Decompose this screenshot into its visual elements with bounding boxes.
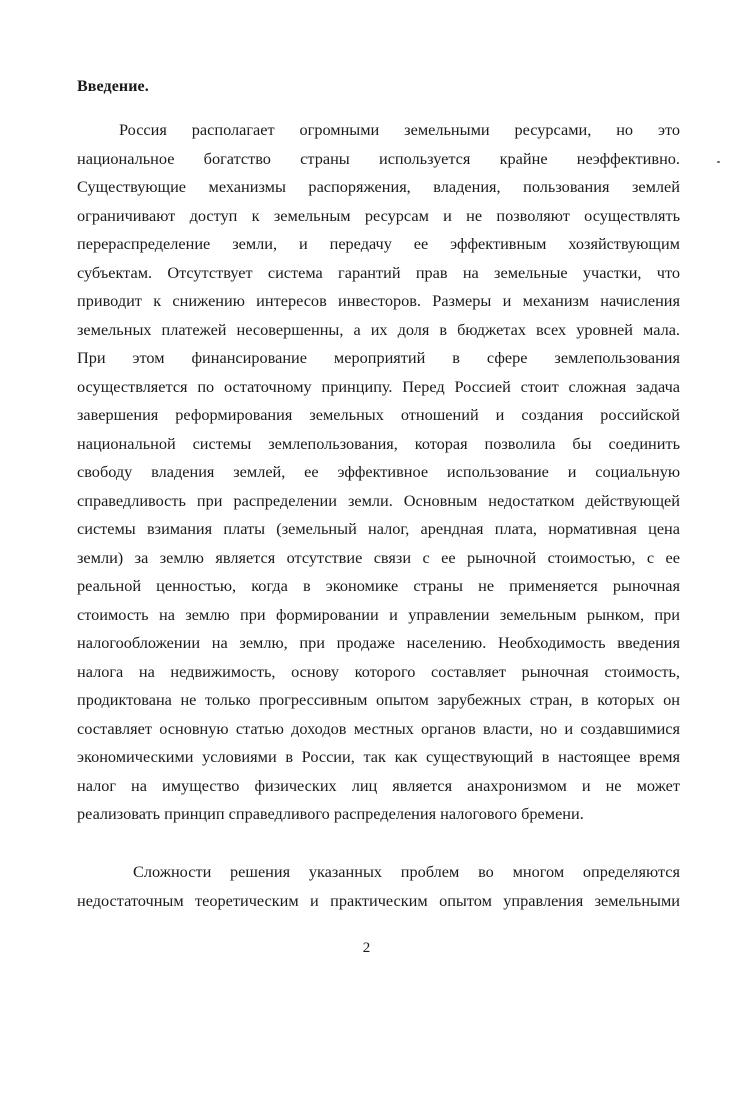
text-line: земли) за землю является отсутствие связи с ее рыночной стоимостью, с ее xyxy=(77,547,680,567)
paragraph-introduction xyxy=(77,116,680,829)
page-number: 2 xyxy=(362,940,371,956)
text-line: осуществляется по остаточному принципу. Перед Россией стоит сложная задача xyxy=(77,376,680,396)
text-line: реализовать принцип справедливого распределения налогового бремени. xyxy=(77,804,584,823)
text-line: земельных платежей несовершенны, а их доля в бюджетах всех уровней мала. xyxy=(77,319,680,339)
text-line: субъектам. Отсутствует система гарантий прав на земельные участки, что xyxy=(77,262,680,282)
text-line: Существующие механизмы распоряжения, владения, пользования землей xyxy=(77,177,680,196)
section-heading: Введение. xyxy=(77,78,149,95)
text-line: составляет основную статью доходов местных органов власти, но и создавшимися xyxy=(77,718,680,738)
text-line: недостаточным теоретическим и практическим опытом управления земельными xyxy=(77,890,680,910)
text-line: налогообложении на землю, при продаже населению. Необходимость введения xyxy=(77,633,680,652)
text-line: свободу владения землей, ее эффективное использование и социальную xyxy=(77,462,680,481)
text-line: Сложности решения указанных проблем во многом определяются xyxy=(133,862,680,881)
text-line: национальной системы землепользования, которая позволила бы соединить xyxy=(77,433,680,453)
text-line: перераспределение земли, и передачу ее эффективным хозяйствующим xyxy=(77,234,680,253)
text-line: ограничивают доступ к земельным ресурсам и не позволяют осуществлять xyxy=(77,205,680,225)
text-line: приводит к снижению интересов инвесторов. Размеры и механизм начисления xyxy=(77,291,680,310)
text-line: налога на недвижимость, основу которого составляет рыночная стоимость, xyxy=(77,661,680,681)
text-line: завершения реформирования земельных отношений и создания российской xyxy=(77,405,680,424)
text-line: стоимость на землю при формировании и управлении земельным рынком, при xyxy=(77,604,680,624)
text-line: национальное богатство страны используется крайне неэффективно. xyxy=(77,148,680,168)
text-line: реальной ценностью, когда в экономике страны не применяется рыночная xyxy=(77,576,680,595)
text-line: справедливость при распределении земли. Основным недостатком действующей xyxy=(77,490,680,510)
paragraph-difficulties xyxy=(77,858,680,915)
text-line: системы взимания платы (земельный налог, арендная плата, нормативная цена xyxy=(77,519,680,538)
text-line: налог на имущество физических лиц является анахронизмом и не может xyxy=(77,775,680,795)
text-line: продиктована не только прогрессивным опытом зарубежных стран, в которых он xyxy=(77,690,680,709)
text-line: Россия располагает огромными земельными ресурсами, но это xyxy=(119,120,680,139)
text-line: При этом финансирование мероприятий в сфере землепользования xyxy=(77,348,680,367)
scan-speck xyxy=(717,161,720,163)
text-line: экономическими условиями в России, так как существующий в настоящее время xyxy=(77,747,680,766)
